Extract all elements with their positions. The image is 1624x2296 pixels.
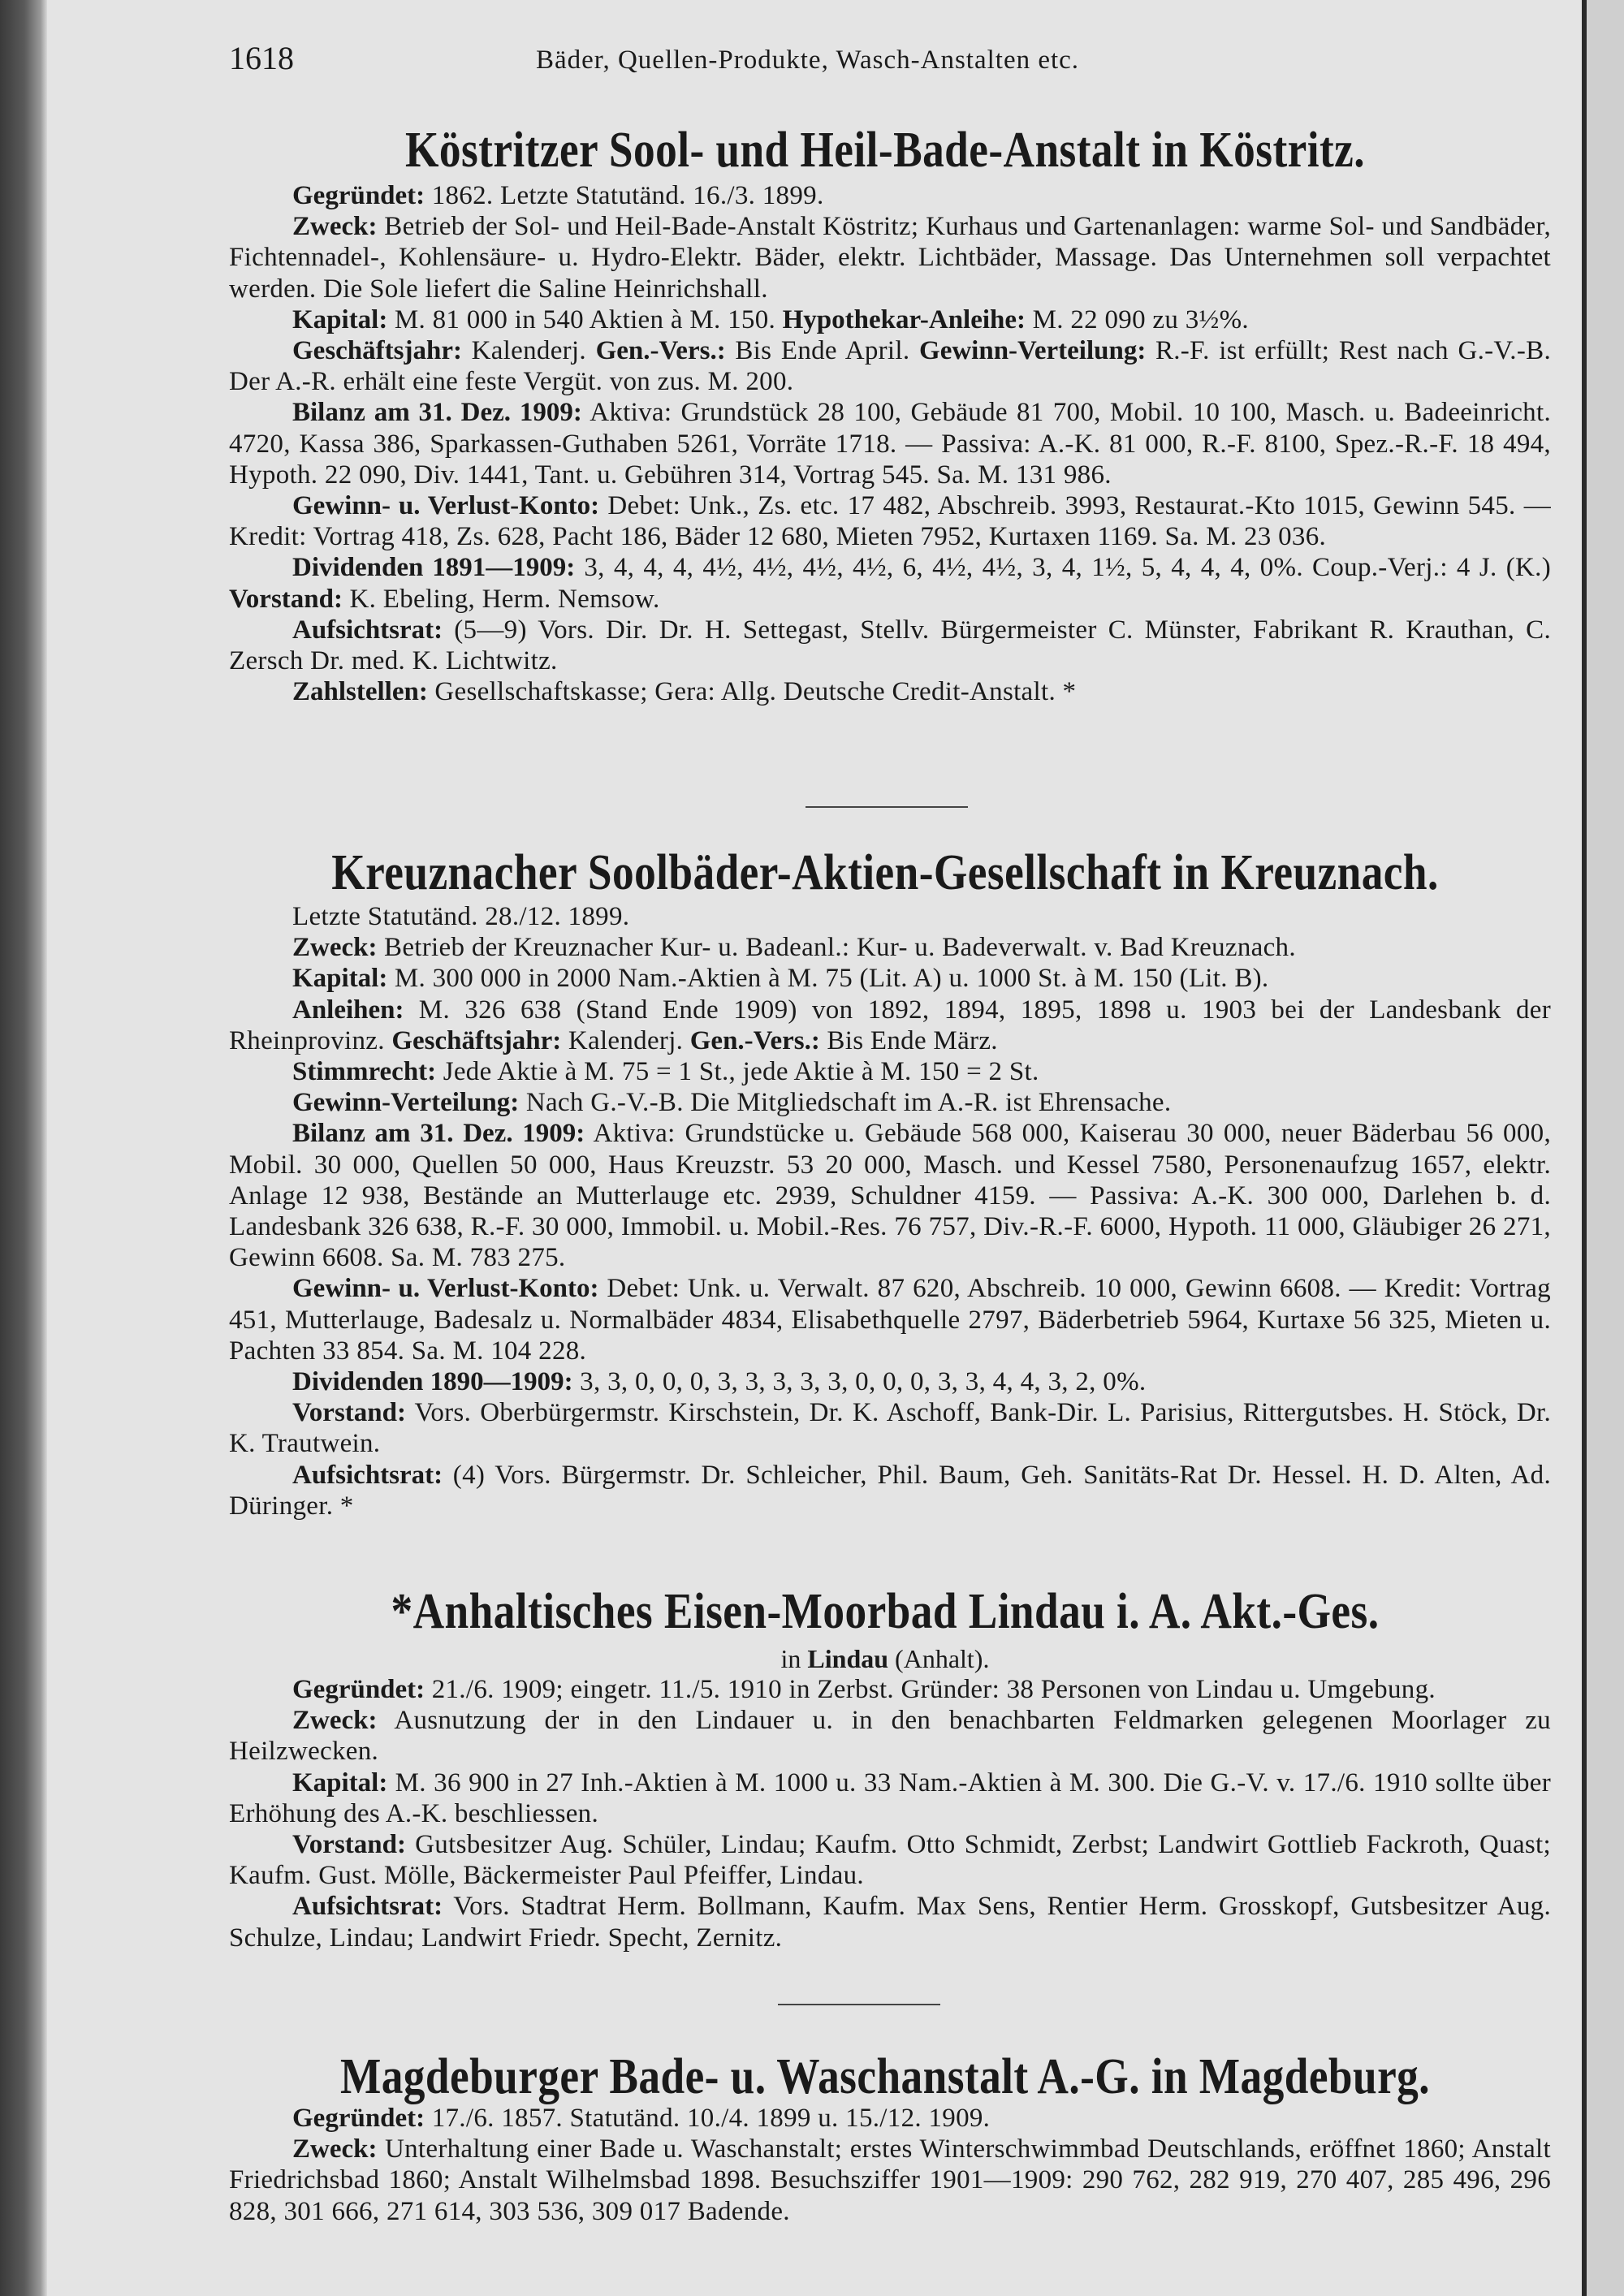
entry-subtitle-lindau [211,1644,1559,1674]
field-text: M. 22 090 zu 3½%. [1026,304,1249,334]
entry-paragraph [229,963,1551,994]
field-label: Aufsichtsrat: [292,1460,443,1490]
entry-paragraph [229,1829,1551,1891]
entry-paragraph [229,335,1551,397]
field-label: Gewinn-Verteilung: [292,1088,520,1118]
field-text: (5—9) Vors. Dir. Dr. H. Settegast, Stellv. Bürgermeister C. Münster, Fabrikant R. Krauthan, C. Zersch Dr. med. K. Lichtwitz. [229,615,1551,676]
field-label: Zweck: [292,2134,378,2164]
field-label: Gegründet: [292,1675,425,1704]
subtitle-post: (Anhalt). [888,1644,990,1673]
page-edge-margin [1587,0,1624,2296]
entry-paragraph [229,1705,1551,1767]
field-label: Stimmrecht: [292,1057,437,1087]
entry-title-magdeburg: Magdeburger Bade- u. Waschanstalt A.-G. in Magdeburg. [339,2049,1431,2104]
field-text: M. 326 638 (Stand Ende 1909) von 1892, 1894, 1895, 1898 u. 1903 bei der Landesbank der Rheinprovinz. [229,995,1551,1055]
entry-body-kreuznach [229,901,1551,1521]
field-text: Aktiva: Grundstücke u. Gebäude 568 000, Kaiserau 30 000, neuer Bäderbau 56 000, Mobil. 30 000, Quellen 50 000, Haus Kreuzstr. 53 20 000, Masch. und Kessel 7580, Personenaufzug 1657, elektr. Anlage 12 938, Bestände an Mutterlauge etc. 2939, Schuldner 4159. — Passiva: A.-K. 300 000, Darlehen b. d. Landesbank 326 638, R.-F. 30 000, Immobil. u. Mobil.-Res. 76 757, Div.-R.-F. 6000, Hypoth. 11 000, Gläubiger 26 271, Gewinn 6608. Sa. M. 783 275. [229,1119,1552,1273]
field-label: Kapital: [292,964,388,994]
field-label: Zweck: [292,212,378,242]
field-text: Bis Ende April. [725,336,920,366]
field-text: Kalenderj. [561,1025,690,1055]
field-label: Geschäftsjahr: [391,1025,562,1055]
entry-paragraph [229,932,1551,963]
subtitle-pre: in [780,1644,808,1673]
field-label: Geschäftsjahr: [292,336,462,366]
field-text: Vors. Oberbürgermstr. Kirschstein, Dr. K. Aschoff, Bank-Dir. L. Parisius, Rittergutsbes. H. Stöck, Dr. K. Trautwein. [229,1398,1551,1459]
entry-paragraph [229,2134,1551,2227]
field-text: Aktiva: Grundstück 28 100, Gebäude 81 700, Mobil. 10 100, Masch. u. Badeeinricht. 4720, Kassa 386, Sparkassen-Guthaben 5261, Vorräte 1718. — Passiva: A.-K. 81 000, R.-F. 8100, Spez.-R.-F. 18 494, Hypoth. 22 090, Div. 1441, Tant. u. Gebühren 314, Vortrag 545. Sa. M. 131 986. [229,398,1552,490]
entry-paragraph [229,1674,1551,1705]
field-text: Bis Ende März. [819,1025,998,1055]
entry-paragraph [229,995,1551,1056]
field-text: M. 300 000 in 2000 Nam.-Aktien à M. 75 (Lit. A) u. 1000 St. à M. 150 (Lit. B). [387,964,1269,994]
book-binding-edge [0,0,47,2296]
field-text: 1862. Letzte Statutänd. 16./3. 1899. [425,181,824,210]
field-text: 17./6. 1857. Statutänd. 10./4. 1899 u. 15./12. 1909. [425,2104,991,2133]
section-divider [806,806,968,808]
entry-paragraph [229,1056,1551,1087]
entry-paragraph [229,304,1551,335]
entry-paragraph [229,1767,1551,1829]
entry-body-lindau [229,1674,1551,1953]
field-text: 21./6. 1909; eingetr. 11./5. 1910 in Zerbst. Gründer: 38 Personen von Lindau u. Umgebung. [425,1675,1436,1704]
field-label: Aufsichtsrat: [292,1892,443,1922]
field-text: M. 81 000 in 540 Aktien à M. 150. [387,304,783,334]
field-label: Vorstand: [229,584,343,614]
entry-body-koestritz [229,180,1551,707]
entry-paragraph [229,1891,1551,1953]
field-text: Gutsbesitzer Aug. Schüler, Lindau; Kaufm. Otto Schmidt, Zerbst; Landwirt Gottlieb Fackroth, Quast; Kaufm. Gust. Mölle, Bäckermeister Paul Pfeiffer, Lindau. [229,1830,1551,1891]
field-label: Gen.-Vers.: [595,336,726,366]
field-label: Kapital: [292,1767,388,1798]
entry-paragraph [229,1273,1551,1366]
field-text: Gesellschaftskasse; Gera: Allg. Deutsche Credit-Anstalt. * [427,677,1077,707]
field-label: Anleihen: [292,995,404,1025]
entry-paragraph [229,2103,1551,2134]
field-text: Unterhaltung einer Bade u. Waschanstalt; erstes Winterschwimmbad Deutschlands, eröffnet 1860; Anstalt Friedrichsbad 1860; Anstalt Wilhelmsbad 1898. Besuchsziffer 1901—1909: 290 762, 282 919, 270 407, 285 496, 296 828, 301 666, 271 614, 303 536, 309 017 Badende. [229,2134,1551,2226]
entry-paragraph [229,1397,1551,1459]
subtitle-place: Lindau [807,1644,889,1673]
field-label: Bilanz am 31. Dez. 1909: [292,1119,585,1149]
field-text: (4) Vors. Bürgermstr. Dr. Schleicher, Phil. Baum, Geh. Sanitäts-Rat Dr. Hessel. H. D. Alten, Ad. Düringer. * [229,1460,1551,1521]
entry-paragraph [229,901,1551,932]
entry-paragraph [229,676,1551,707]
field-label: Zweck: [292,933,378,963]
field-label: Zahlstellen: [292,677,428,707]
field-label: Gewinn-Verteilung: [919,336,1147,366]
field-text: Debet: Unk., Zs. etc. 17 482, Abschreib. 3993, Restaurat.-Kto 1015, Gewinn 545. — Kredit: Vortrag 418, Zs. 628, Pacht 186, Bäder 12 680, Mieten 7952, Kurtaxen 1169. Sa. M. 23 036. [229,491,1551,552]
field-label: Vorstand: [292,1830,406,1860]
running-title: Bäder, Quellen-Produkte, Wasch-Anstalten etc. [536,45,1080,75]
entry-body-magdeburg [229,2103,1551,2227]
entry-paragraph [229,1118,1551,1273]
section-divider [778,2004,940,2005]
field-label: Dividenden 1891—1909: [292,553,576,583]
field-text: R.-F. ist erfüllt; Rest nach G.-V.-B. Der A.-R. erhält eine feste Vergüt. von zus. M. 200. [229,336,1552,397]
field-label: Dividenden 1890—1909: [292,1367,573,1397]
entry-title-lindau: *Anhaltisches Eisen-Moorbad Lindau i. A. Akt.-Ges. [391,1584,1380,1639]
field-text: M. 36 900 in 27 Inh.-Aktien à M. 1000 u. 33 Nam.-Aktien à M. 300. Die G.-V. v. 17./6. 1910 sollte über Erhöhung des A.-K. beschliessen. [229,1767,1551,1828]
entry-paragraph [229,490,1551,552]
field-text: 3, 3, 0, 0, 0, 3, 3, 3, 3, 3, 0, 0, 0, 3, 3, 4, 4, 3, 2, 0%. [572,1367,1147,1397]
entry-title-koestritz: Köstritzer Sool- und Heil-Bade-Anstalt in Köstritz. [404,123,1366,178]
field-label: Gegründet: [292,181,425,210]
field-text: Letzte Statutänd. 28./12. 1899. [292,902,630,931]
field-label: Gewinn- u. Verlust-Konto: [292,491,600,521]
field-label: Vorstand: [292,1398,406,1428]
entry-paragraph [229,211,1551,304]
page-number: 1618 [229,40,294,76]
entry-paragraph [229,615,1551,676]
entry-paragraph [229,552,1551,614]
field-text: Vors. Stadtrat Herm. Bollmann, Kaufm. Max Sens, Rentier Herm. Grosskopf, Gutsbesitzer Aug. Schulze, Lindau; Landwirt Friedr. Specht, Zernitz. [229,1892,1551,1953]
entry-title-kreuznach: Kreuznacher Soolbäder-Aktien-Gesellschaft in Kreuznach. [331,845,1439,900]
field-text: 3, 4, 4, 4, 4½, 4½, 4½, 4½, 6, 4½, 4½, 3, 4, 1½, 5, 4, 4, 4, 0%. Coup.-Verj.: 4 J. (K.) [575,553,1551,583]
field-text: Kalenderj. [461,336,596,366]
field-label: Aufsichtsrat: [292,615,443,645]
entry-paragraph [229,397,1551,490]
field-label: Zweck: [292,1706,378,1736]
field-label: Gen.-Vers.: [689,1025,820,1055]
entry-paragraph [229,1087,1551,1118]
field-text: Nach G.-V.-B. Die Mitgliedschaft im A.-R. ist Ehrensache. [519,1088,1172,1118]
entry-paragraph [229,180,1551,211]
field-label: Kapital: [292,304,388,334]
field-text: Betrieb der Kreuznacher Kur- u. Badeanl.: Kur- u. Badeverwalt. v. Bad Kreuznach. [377,933,1296,963]
field-label: Gegründet: [292,2104,425,2133]
field-text: Ausnutzung der in den Lindauer u. in den benachbarten Feldmarken gelegenen Moorlager zu Heilzwecken. [229,1706,1551,1767]
field-label: Bilanz am 31. Dez. 1909: [292,398,582,428]
entry-paragraph [229,1460,1551,1521]
field-label: Hypothekar-Anleihe: [782,304,1026,334]
field-text: Jede Aktie à M. 75 = 1 St., jede Aktie à M. 150 = 2 St. [436,1057,1039,1087]
field-text: Debet: Unk. u. Verwalt. 87 620, Abschreib. 10 000, Gewinn 6608. — Kredit: Vortrag 451, Mutterlauge, Badesalz u. Normalbäder 4834, Elisabethquelle 2797, Bäderbetrieb 5964, Kurtaxe 56 325, Mieten u. Pachten 33 854. Sa. M. 104 228. [229,1274,1551,1366]
field-label: Gewinn- u. Verlust-Konto: [292,1274,599,1304]
field-text: K. Ebeling, Herm. Nemsow. [342,584,660,614]
field-text: Betrieb der Sol- und Heil-Bade-Anstalt Köstritz; Kurhaus und Gartenanlagen: warme Sol- und Sandbäder, Fichtennadel-, Kohlensäure- u. Hydro-Elektr. Bäder, elektr. Lichtbäder, Massage. Das Unternehmen soll verpachtet werden. Die Sole liefert die Saline Heinrichshall. [229,212,1551,304]
entry-paragraph [229,1366,1551,1397]
